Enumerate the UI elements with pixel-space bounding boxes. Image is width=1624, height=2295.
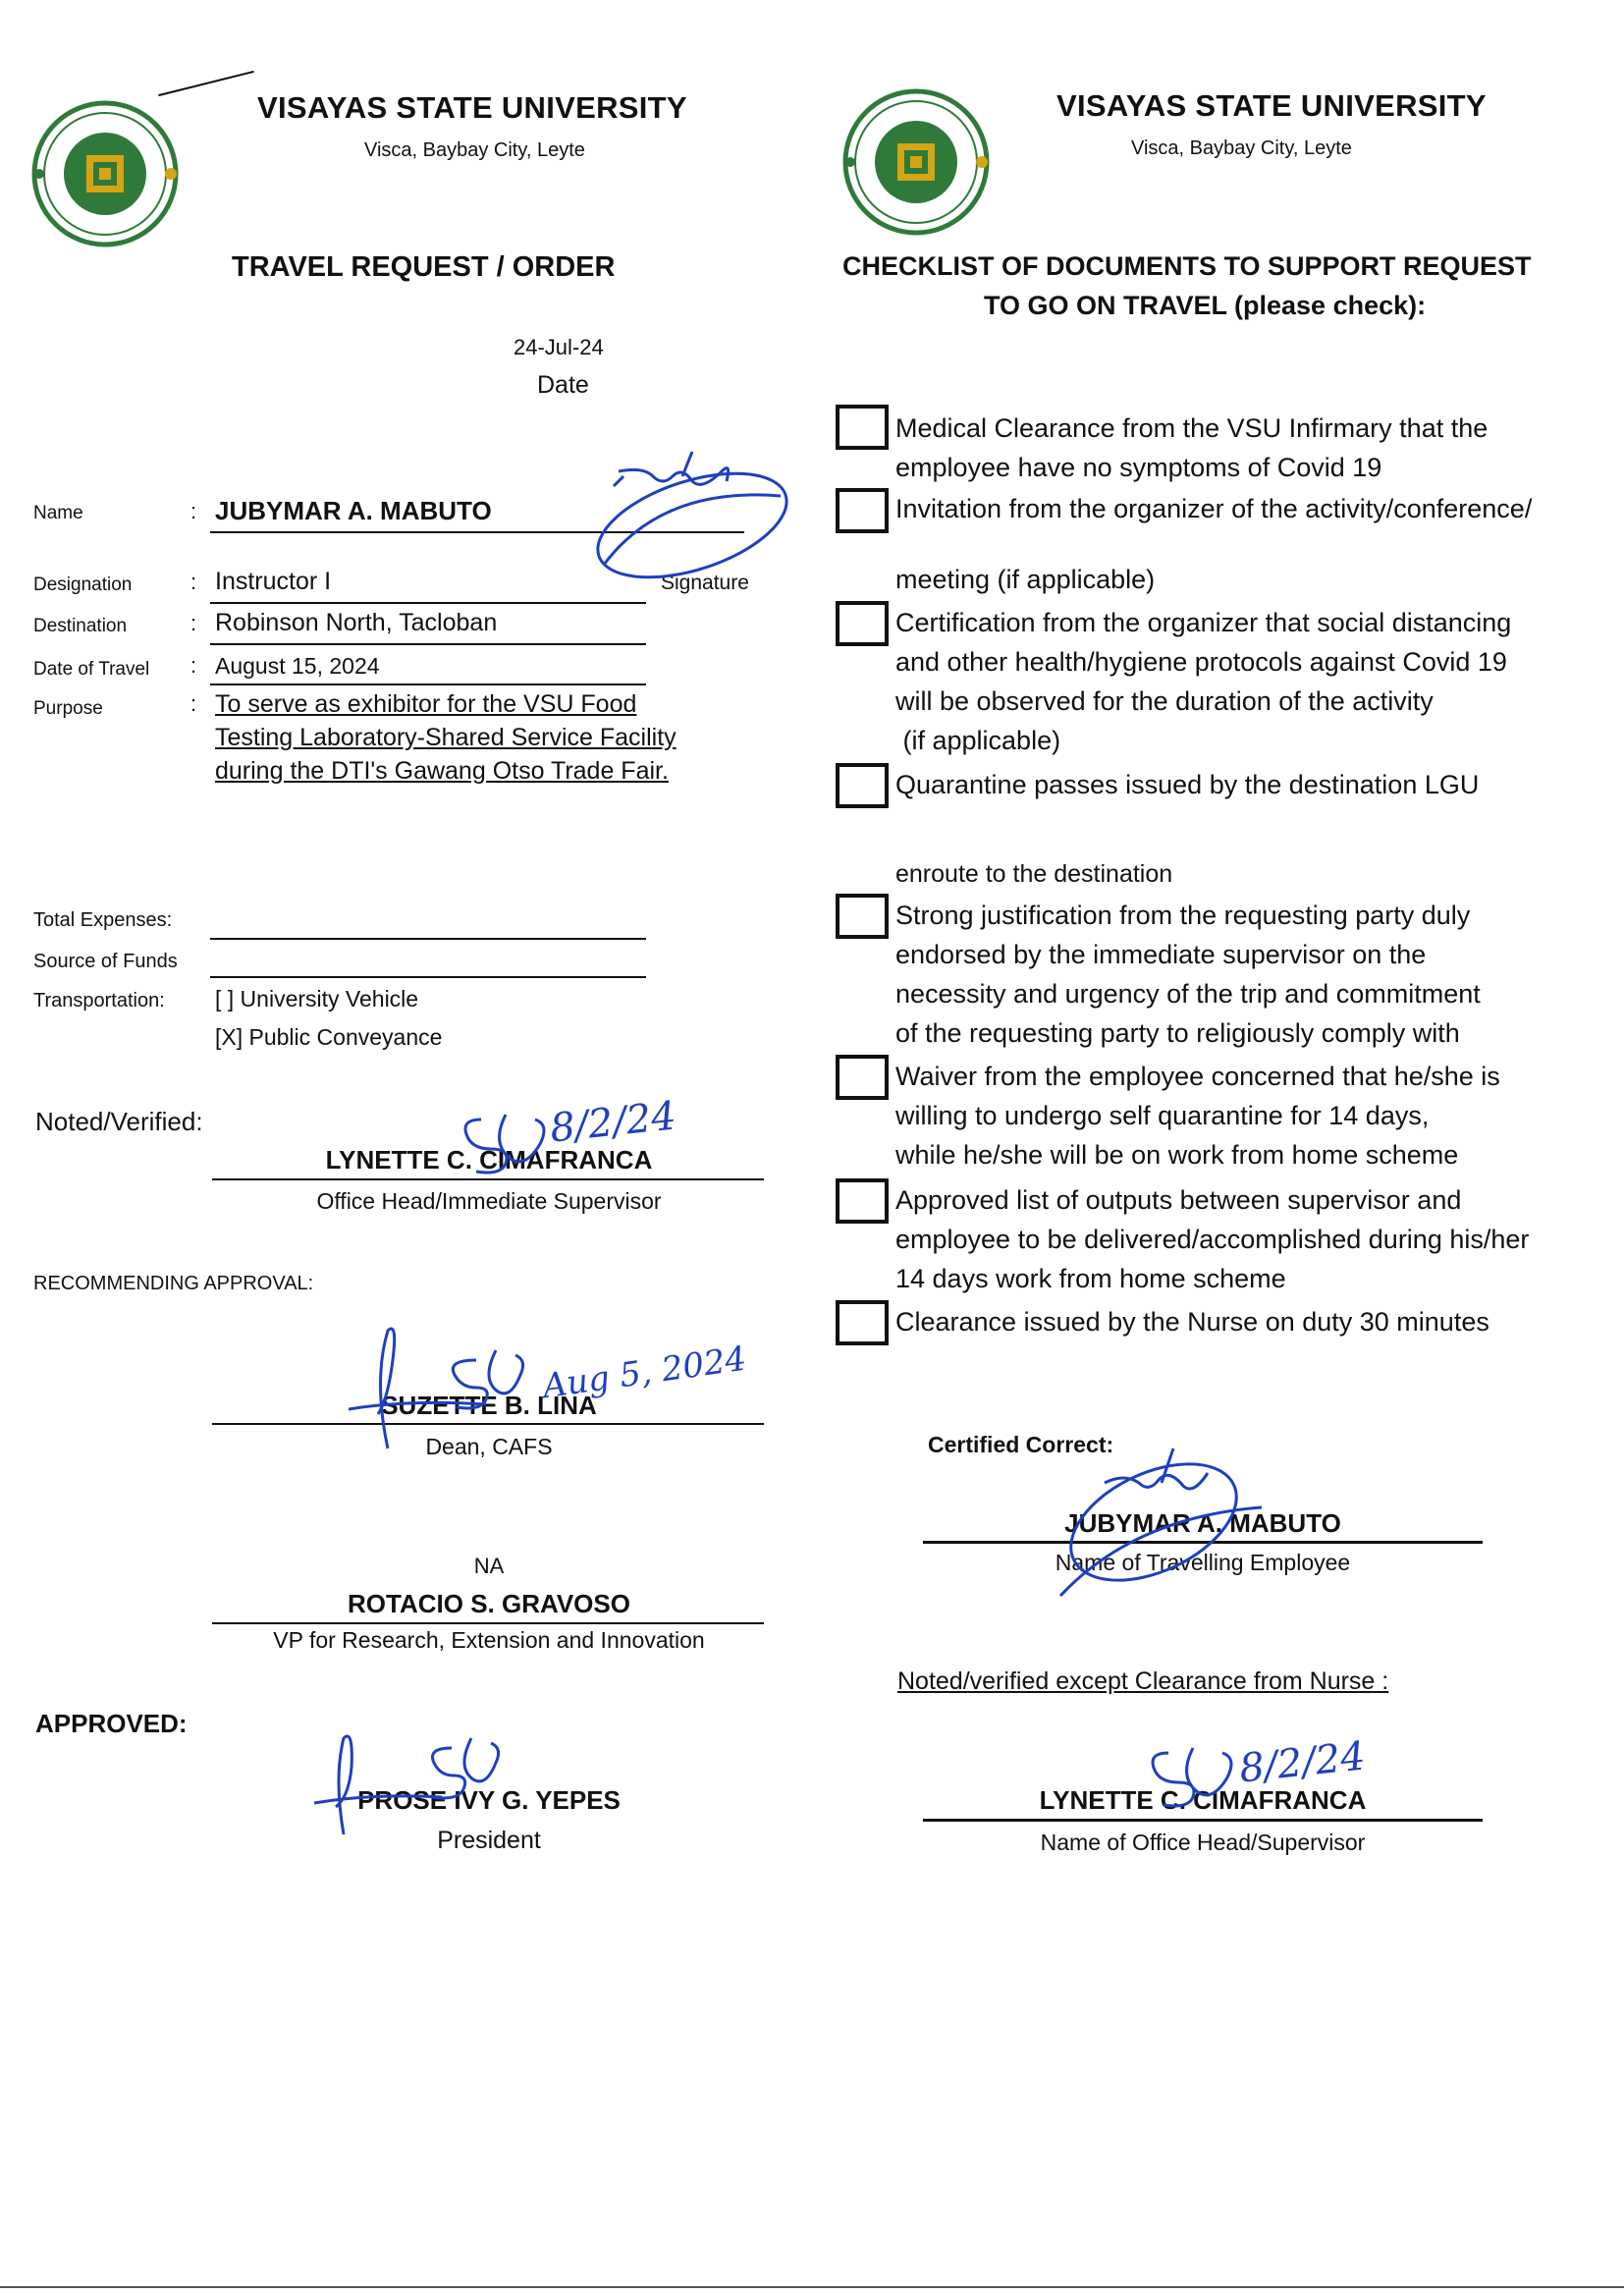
checklist-checkbox-certification[interactable] xyxy=(836,601,889,646)
head-title: Name of Office Head/Supervisor xyxy=(1040,1830,1366,1855)
purpose-label: Purpose xyxy=(33,698,103,719)
noted-signature-line xyxy=(212,1178,764,1180)
source-of-funds-underline xyxy=(210,976,646,978)
colon: : xyxy=(190,570,197,594)
checklist-item-text: Medical Clearance from the VSU Infirmary that the xyxy=(895,413,1489,443)
vp-name: ROTACIO S. GRAVOSO xyxy=(348,1589,630,1618)
president-name: PROSE IVY G. YEPES xyxy=(357,1785,621,1815)
checklist-item-text: while he/she will be on work from home scheme xyxy=(895,1140,1459,1170)
checklist-item-text: Strong justification from the requesting party duly xyxy=(895,901,1471,930)
checklist-item-text: (if applicable) xyxy=(895,726,1061,755)
date-of-travel-underline xyxy=(210,683,646,685)
checklist-checkbox-nurse-clearance[interactable] xyxy=(836,1300,889,1345)
approved-label: APPROVED: xyxy=(35,1709,188,1738)
noted-verified-label: Noted/Verified: xyxy=(35,1107,203,1136)
request-date-label: Date xyxy=(537,371,589,399)
checklist-item-text: employee to be delivered/accomplished during his/her xyxy=(895,1225,1530,1254)
source-of-funds-label: Source of Funds xyxy=(33,951,178,972)
scan-bottom-edge xyxy=(0,2286,1624,2288)
colon: : xyxy=(190,691,197,716)
total-expenses-label: Total Expenses: xyxy=(33,909,173,931)
purpose-line: To serve as exhibitor for the VSU Food xyxy=(215,690,637,718)
signature-label: Signature xyxy=(661,572,749,594)
checklist-item-text: meeting (if applicable) xyxy=(895,565,1156,594)
checklist-checkbox-waiver[interactable] xyxy=(836,1055,889,1100)
name-underline xyxy=(210,531,744,533)
destination-label: Destination xyxy=(33,616,128,636)
certified-signature-line xyxy=(923,1541,1483,1544)
dean-signature-line xyxy=(212,1423,764,1425)
checklist-item-strong-justification xyxy=(895,896,1481,1053)
checklist-item-text: endorsed by the immediate supervisor on the xyxy=(895,940,1427,969)
checklist-item-text: 14 days work from home scheme xyxy=(895,1264,1286,1293)
noted-signatory-title: Office Head/Immediate Supervisor xyxy=(316,1188,662,1214)
destination-value: Robinson North, Tacloban xyxy=(215,609,498,636)
name-value: JUBYMAR A. MABUTO xyxy=(215,496,492,525)
destination-underline xyxy=(210,643,646,645)
checklist-item-quarantine-passes xyxy=(895,765,1479,894)
checklist-item-text xyxy=(895,528,1532,560)
checklist-item-text: Clearance issued by the Nurse on duty 30 minutes xyxy=(895,1307,1489,1337)
certified-correct-label: Certified Correct: xyxy=(928,1432,1114,1457)
transportation-label: Transportation: xyxy=(33,990,165,1011)
checklist-item-nurse-clearance xyxy=(895,1302,1489,1341)
left-university-seal xyxy=(31,100,179,247)
noted-signatory-name: LYNETTE C. CIMAFRANCA xyxy=(325,1145,653,1175)
checklist-item-text: Certification from the organizer that social distancing xyxy=(895,608,1512,637)
date-of-travel-label: Date of Travel xyxy=(33,659,150,680)
checklist-item-text: and other health/hygiene protocols against Covid 19 xyxy=(895,647,1507,677)
checklist-item-text: employee have no symptoms of Covid 19 xyxy=(895,453,1382,482)
right-university-name: VISAYAS STATE UNIVERSITY xyxy=(1056,88,1487,123)
dean-name: SUZETTE B. LINA xyxy=(381,1391,597,1420)
left-university-name: VISAYAS STATE UNIVERSITY xyxy=(257,90,687,125)
vp-note: NA xyxy=(473,1554,505,1578)
designation-label: Designation xyxy=(33,574,133,595)
checklist-item-invitation xyxy=(895,489,1532,599)
vp-signature-line xyxy=(212,1622,764,1624)
checklist-item-text xyxy=(895,804,1479,854)
president-title: President xyxy=(437,1827,541,1854)
noted-handwritten-date: 8/2/24 xyxy=(547,1093,678,1152)
transport-option-university-vehicle: [ ] University Vehicle xyxy=(215,986,419,1011)
name-label: Name xyxy=(33,503,83,523)
form-title: TRAVEL REQUEST / ORDER xyxy=(232,251,616,283)
checklist-checkbox-invitation[interactable] xyxy=(836,488,889,533)
purpose-text xyxy=(215,687,677,788)
checklist-item-text: Quarantine passes issued by the destination LGU xyxy=(895,770,1480,799)
noted-except-nurse-label: Noted/verified except Clearance from Nurse : xyxy=(897,1667,1389,1695)
request-date-value: 24-Jul-24 xyxy=(514,335,604,359)
checklist-item-text: Waiver from the employee concerned that he/she is xyxy=(895,1062,1500,1091)
checklist-checkbox-quarantine-passes[interactable] xyxy=(836,763,889,808)
president-signature xyxy=(314,1728,530,1836)
dean-handwritten-date: Aug 5, 2024 xyxy=(540,1339,749,1407)
checklist-item-medical-clearance xyxy=(895,409,1488,487)
checklist-item-text: Invitation from the organizer of the activity/conference/ xyxy=(895,494,1533,523)
checklist-title-line2: TO GO ON TRAVEL (please check): xyxy=(984,291,1427,320)
vp-title: VP for Research, Extension and Innovation xyxy=(273,1627,705,1653)
recommending-approval-label: RECOMMENDING APPROVAL: xyxy=(33,1273,314,1294)
checklist-item-waiver xyxy=(895,1057,1500,1175)
right-university-seal xyxy=(842,88,990,236)
designation-underline xyxy=(210,602,646,604)
checklist-item-text: willing to undergo self quarantine for 14 days, xyxy=(895,1101,1430,1130)
purpose-line: Testing Laboratory-Shared Service Facility xyxy=(215,724,677,751)
checklist-item-text: Approved list of outputs between supervisor and xyxy=(895,1185,1462,1215)
checklist-item-text: will be observed for the duration of the activity xyxy=(895,686,1434,716)
colon: : xyxy=(190,653,197,678)
checklist-checkbox-approved-outputs[interactable] xyxy=(836,1178,889,1224)
checklist-item-certification xyxy=(895,603,1511,760)
head-handwritten-date: 8/2/24 xyxy=(1236,1733,1368,1792)
dean-title: Dean, CAFS xyxy=(425,1434,553,1459)
date-of-travel-value: August 15, 2024 xyxy=(215,653,380,679)
colon: : xyxy=(190,611,197,635)
left-university-address: Visca, Baybay City, Leyte xyxy=(364,139,585,161)
checklist-item-text: necessity and urgency of the trip and commitment xyxy=(895,979,1481,1009)
purpose-line: during the DTI's Gawang Otso Trade Fair. xyxy=(215,757,669,785)
checklist-checkbox-strong-justification[interactable] xyxy=(836,894,889,939)
checklist-checkbox-medical-clearance[interactable] xyxy=(836,405,889,450)
head-signature-line xyxy=(923,1819,1483,1822)
scan-mark xyxy=(158,71,254,96)
designation-value: Instructor I xyxy=(215,568,332,595)
checklist-item-text: enroute to the destination xyxy=(895,860,1173,888)
right-university-address: Visca, Baybay City, Leyte xyxy=(1131,137,1352,159)
certified-employee-title: Name of Travelling Employee xyxy=(1055,1550,1351,1575)
certified-employee-name: JUBYMAR A. MABUTO xyxy=(1064,1508,1341,1538)
total-expenses-underline xyxy=(210,938,646,940)
checklist-title-line1: CHECKLIST OF DOCUMENTS TO SUPPORT REQUEST xyxy=(842,251,1532,281)
transport-option-public-conveyance: [X] Public Conveyance xyxy=(215,1024,443,1050)
checklist-item-approved-outputs xyxy=(895,1180,1529,1298)
head-name: LYNETTE C. CIMAFRANCA xyxy=(1039,1785,1367,1815)
checklist-item-text: of the requesting party to religiously comply with xyxy=(895,1018,1460,1048)
colon: : xyxy=(190,499,197,523)
